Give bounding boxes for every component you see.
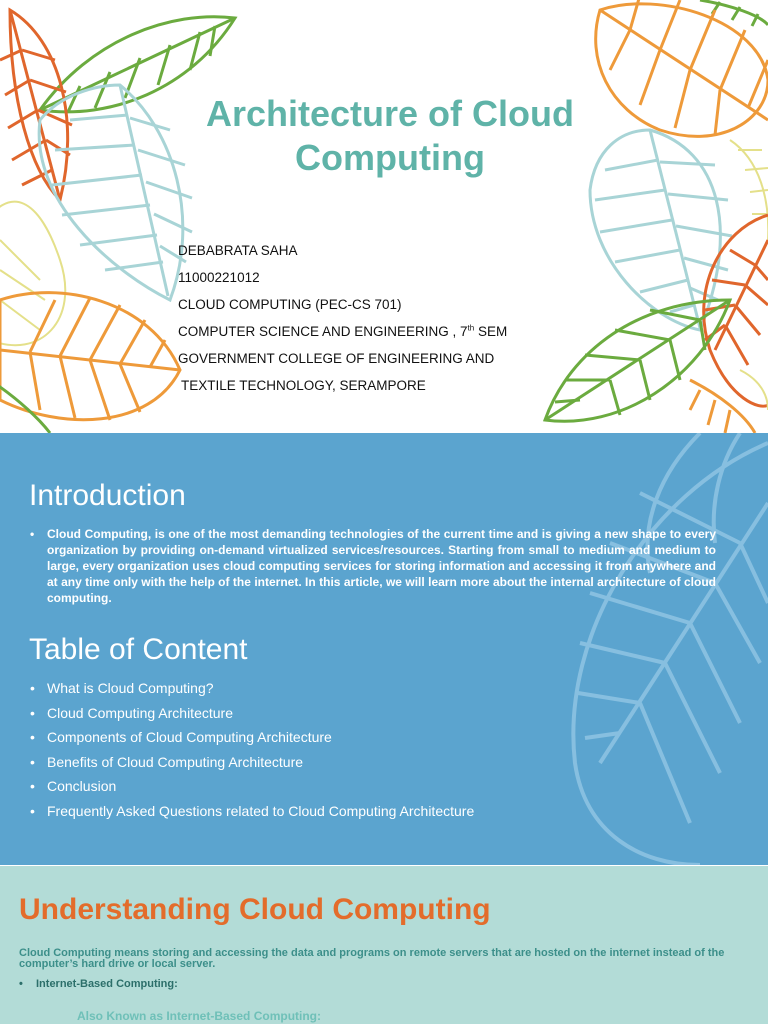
toc-item-label: Components of Cloud Computing Architecture [47,729,332,745]
bullet: • [30,527,35,541]
toc-item[interactable] [30,725,474,750]
toc-item[interactable] [30,676,474,701]
leaf-yellow-left [0,202,65,346]
leaf-green-left-bottom [0,380,50,433]
bullet: • [19,978,23,990]
understanding-slide [0,866,768,1024]
toc-list [30,676,474,823]
introduction-heading: Introduction [29,479,186,512]
bullet: • [30,704,35,721]
semester-text: SEM [474,324,508,339]
title-slide [0,0,768,433]
leaf-green-right-bottom [545,300,730,421]
toc-item-label: Cloud Computing Architecture [47,704,233,721]
bullet: • [30,778,35,794]
also-known-as-text: Also Known as Internet-Based Computing: [77,1009,322,1023]
author-name: DEBABRATA SAHA [178,243,298,258]
bullet: • [30,753,35,770]
college-line-1: GOVERNMENT COLLEGE OF ENGINEERING AND [178,351,495,366]
introduction-paragraph [30,526,716,606]
toc-heading: Table of Content [29,633,248,666]
department [178,318,507,345]
toc-item[interactable] [30,774,474,799]
toc-item-label: Benefits of Cloud Computing Architecture [47,753,304,770]
understanding-heading: Understanding Cloud Computing [19,893,491,926]
college-line-2: TEXTILE TECHNOLOGY, SERAMPORE [181,378,426,393]
bullet: • [30,729,35,745]
ordinal-suffix: th [467,323,475,333]
leaf-orange-right-top [596,0,768,136]
toc-item-label: What is Cloud Computing? [47,680,214,696]
understanding-paragraph: Cloud Computing means storing and accessing the data and programs on remote servers that are hosted on the internet instead of the computer’s hard drive or local server. [19,947,725,970]
leaf-orange-left [0,293,180,420]
toc-item[interactable] [30,701,474,726]
author-details [178,237,507,399]
introduction-slide [0,433,768,865]
toc-item[interactable] [30,799,474,824]
toc-item[interactable] [30,750,474,775]
toc-item-label: Conclusion [47,778,117,794]
introduction-text: Cloud Computing, is one of the most demanding technologies of the current time and is giving a new shape to every organization by providing on-demand virtualized services/resources. Starting from small to medium and medium to large, every organization uses cloud computing services for storing information and accessing it from anywhere and at any time only with the help of the internet. In this article, we will learn more about the internal architecture of cloud computing. [47,527,716,605]
bullet: • [30,802,35,819]
leaf-orange-right-bottom [690,380,755,433]
internet-based-bullet [19,978,178,990]
course-name: CLOUD COMPUTING (PEC-CS 701) [178,297,402,312]
author-roll-number: 11000221012 [178,270,260,285]
presentation-title: Architecture of Cloud Computing [205,93,574,178]
toc-item-label: Frequently Asked Questions related to Cloud Computing Architecture [47,802,475,819]
bullet: • [30,680,35,696]
department-text: COMPUTER SCIENCE AND ENGINEERING , 7 [178,324,468,339]
bullet-text: Internet-Based Computing: [36,978,178,990]
leaf-red-left [0,10,72,200]
